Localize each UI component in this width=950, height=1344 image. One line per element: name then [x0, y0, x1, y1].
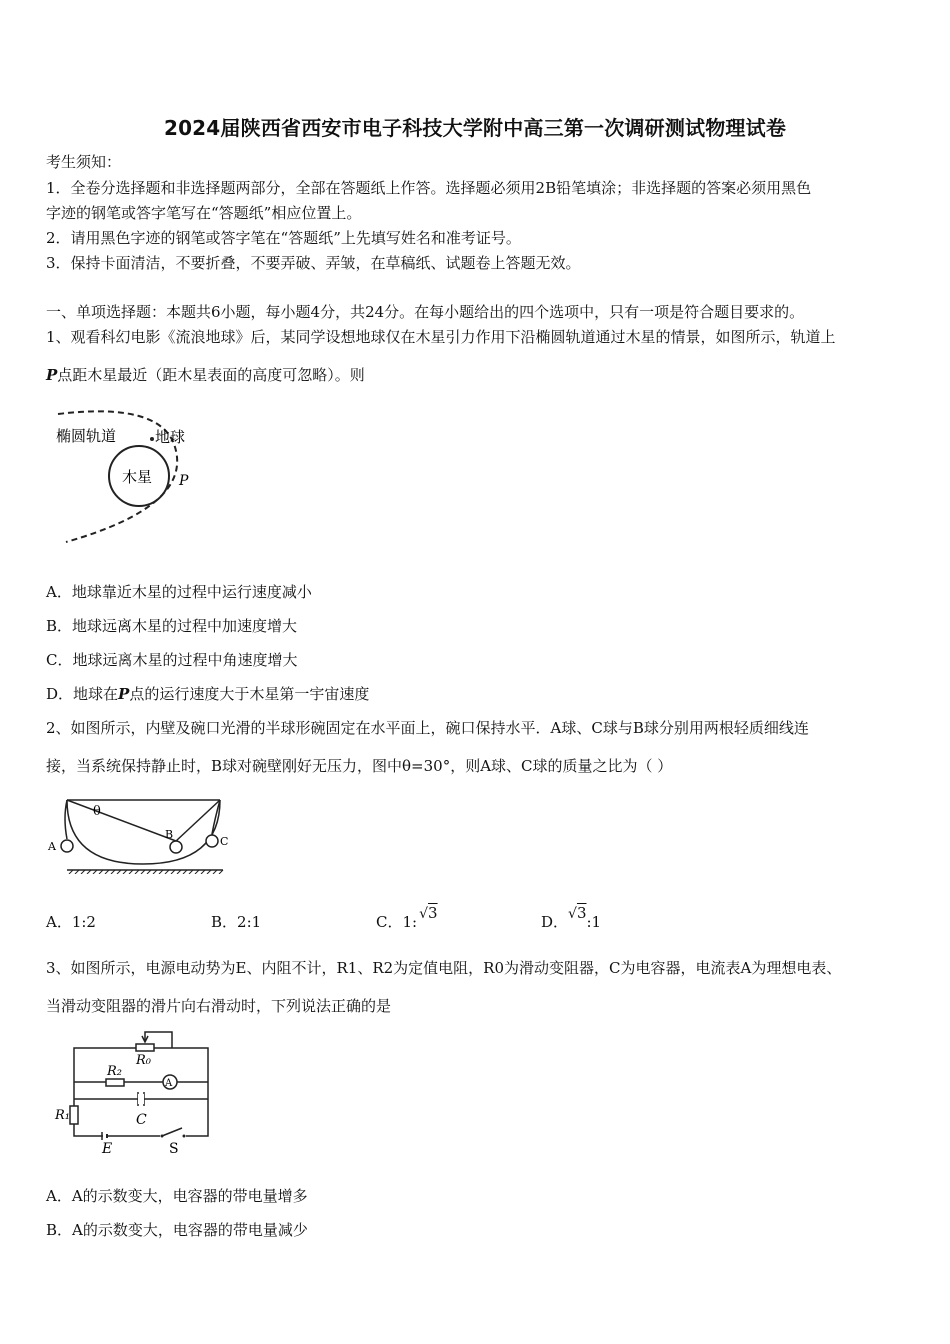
label-b: B [165, 828, 174, 841]
q1-option-a: A．地球靠近木星的过程中运行速度减小 [46, 583, 312, 601]
ball-c [206, 835, 218, 847]
label-r0: R₀ [136, 1053, 151, 1068]
resistor-r1 [70, 1106, 78, 1124]
jupiter-label: 木星 [122, 468, 153, 486]
label-emf: E [102, 1141, 113, 1157]
label-cap: C [136, 1112, 147, 1128]
bowl-curve [67, 800, 220, 864]
q1-point-p: P [46, 366, 58, 384]
q2-stem-line2: 接，当系统保持静止时，B球对碗壁刚好无压力，图中θ=30°，则A球、C球的质量之比为（ ） [46, 757, 673, 775]
section-heading: 一、单项选择题：本题共6小题，每小题4分，共24分。在每小题给出的四个选项中，只有一项是符合题目要求的。 [46, 303, 805, 321]
label-c: C [220, 835, 229, 848]
notice-item: 2．请用黑色字迹的钢笔或答字笔在“答题纸”上先填写姓名和准考证号。 [46, 229, 521, 247]
ammeter-label: A [165, 1078, 173, 1089]
q1-option-b: B．地球远离木星的过程中加速度增大 [46, 617, 298, 635]
notice-item: 字迹的钢笔或答字笔写在“答题纸”相应位置上。 [46, 204, 362, 222]
earth-dot [150, 437, 154, 441]
q3-stem-line1: 3、如图所示，电源电动势为E、内阻不计，R1、R2为定值电阻，R0为滑动变阻器，C为电容器，电流表A为理想电表、 [46, 959, 842, 977]
orbit-label: 椭圆轨道 [56, 427, 117, 445]
q1-option-d: D．地球在P点的运行速度大于木星第一宇宙速度 [46, 685, 370, 703]
q2-option-a: A．1:2 [46, 913, 96, 931]
q3-circuit-figure [52, 1024, 222, 1158]
ball-a [61, 840, 73, 852]
notice-item: 1．全卷分选择题和非选择题两部分，全部在答题纸上作答。选择题必须用2B铅笔填涂；非选择题的答案必须用黑色 [46, 179, 812, 197]
string-ab [67, 800, 176, 841]
q2-option-d: D．√3:1 [541, 904, 602, 931]
ball-b [170, 841, 182, 853]
q2-option-b: B．2:1 [211, 913, 262, 931]
notice-heading: 考生须知： [46, 153, 122, 171]
page-title: 2024届陕西省西安市电子科技大学附中高三第一次调研测试物理试卷 [163, 116, 787, 140]
notice-item: 3．保持卡面清洁，不要折叠，不要弄破、弄皱，在草稿纸、试题卷上答题无效。 [46, 254, 581, 272]
resistor-r0 [136, 1044, 154, 1051]
label-switch: S [169, 1141, 179, 1157]
q1-stem-line2 [46, 365, 365, 385]
switch-contact-end [183, 1135, 186, 1138]
q1-option-c: C．地球远离木星的过程中角速度增大 [46, 651, 298, 669]
q1-stem-line2-text: 点距木星最近（距木星表面的高度可忽略）。则 [57, 366, 365, 384]
resistor-r2 [106, 1079, 124, 1086]
label-r2: R₂ [107, 1064, 122, 1079]
q2-option-c: C．1: √3 [376, 904, 438, 931]
q2-stem-line1: 2、如图所示，内壁及碗口光滑的半球形碗固定在水平面上，碗口保持水平．A球、C球与B球分别用两根轻质细线连 [46, 719, 809, 737]
q2-bowl-figure [45, 794, 235, 874]
label-theta: θ [93, 804, 101, 819]
q1-orbit-figure [48, 400, 218, 552]
point-p-label: P [179, 473, 189, 489]
earth-label: 地球 [155, 428, 186, 446]
q3-option-a: A．A的示数变大，电容器的带电量增多 [46, 1187, 308, 1205]
label-a: A [48, 840, 56, 853]
label-r1: R₁ [55, 1108, 70, 1123]
q3-stem-line2: 当滑动变阻器的滑片向右滑动时，下列说法正确的是 [46, 997, 392, 1015]
q3-option-b: B．A的示数变大，电容器的带电量减少 [46, 1221, 308, 1239]
q1-stem-line1: 1、观看科幻电影《流浪地球》后，某同学设想地球仅在木星引力作用下沿椭圆轨道通过木星的情景，如图所示，轨道上 [46, 328, 836, 346]
